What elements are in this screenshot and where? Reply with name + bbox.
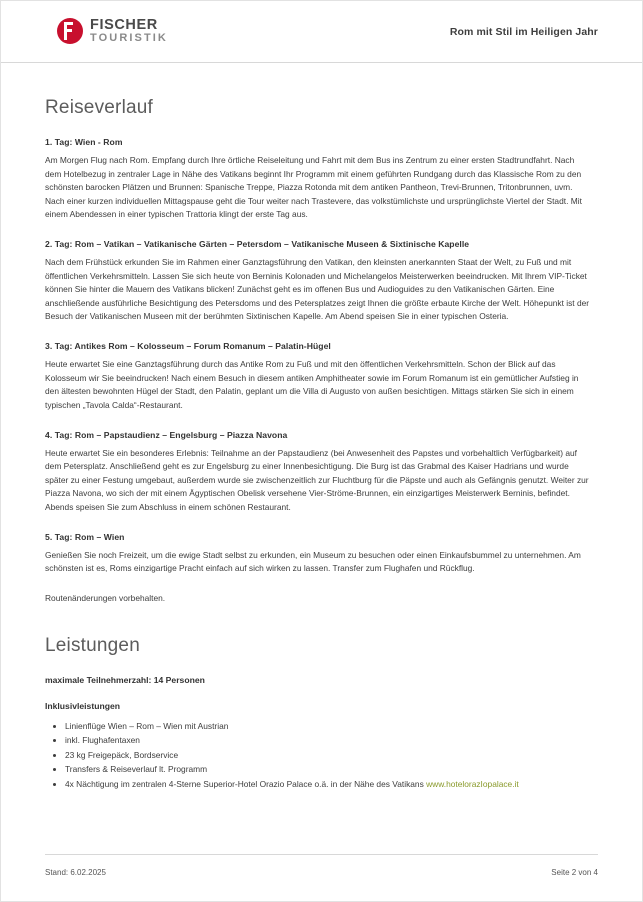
day-text: Nach dem Frühstück erkunden Sie im Rahmen einer Ganztagsführung den Vatikan, den kleinsten anerkannten Staat der Welt, zu Fuß und mit öffentlichen Verkehrsmitteln. Lassen Sie sich heute von Berninis Kolonaden und Michelangelos Meisterwerken beeindrucken. Mit Ihrem VIP-Ticket können Sie hinter die Mauern des Vatikans blicken! Zunächst geht es im offenen Bus und Audioguides zu den Vatikanischen Gärten. Eine anschließende ausführliche Besichtigung des Petersdoms und des Petersplatzes zeigt Ihnen die größte erbaute Kirche der Welt. Höhepunkt ist der Besuch der Vatikanischen Museen mit der berühmten Sixtinischen Kapelle. Am Abend speisen Sie in einer typischen Osteria.	[45, 257, 590, 322]
day-text: Heute erwartet Sie eine Ganztagsführung durch das Antike Rom zu Fuß und mit den öffentlichen Verkehrsmitteln. Schon der Blick auf das Kolosseum wir Sie beeindrucken! Nach einem Besuch in diesem antiken Amphitheater sowie im Forum Romanum ist ein gemütlicher Aufstieg in den ältesten bewohnten Hügel der Stadt, den Palatin, geplant um die Villa di Augusto von außen besichtigen. Mittags stärken Sie sich in einem typischen „Tavola Calda“-Restaurant.	[45, 359, 579, 410]
itinerary-heading: Reiseverlauf	[45, 97, 154, 118]
itinerary-day	[45, 532, 592, 576]
fischer-logo-icon	[57, 18, 83, 44]
inclusive-services-heading: Inklusivleistungen	[45, 700, 120, 711]
service-text: 23 kg Freigepäck, Bordservice	[65, 749, 179, 760]
service-text: 4x Nächtigung im zentralen 4-Sterne Superior-Hotel Orazio Palace o.ä. in der Nähe des Vatikans	[65, 778, 427, 789]
service-text: Linienflüge Wien – Rom – Wien mit Austrian	[65, 720, 229, 731]
list-item	[65, 777, 592, 791]
document-content	[1, 63, 642, 849]
day-title: 4. Tag: Rom – Papstaudienz – Engelsburg – Piazza Navona	[45, 429, 288, 440]
day-title: 2. Tag: Rom – Vatikan – Vatikanische Gärten – Petersdom – Vatikanische Museen & Sixtinische Kapelle	[45, 239, 470, 250]
brand-logo-text	[90, 18, 168, 45]
hotel-website-link[interactable]: www.hotelorazIopalace.it	[426, 778, 519, 789]
itinerary-day	[45, 137, 592, 222]
inclusive-services-list	[45, 719, 592, 791]
footer-page-number: Seite 2 von 4	[551, 867, 598, 877]
day-text: Heute erwartet Sie ein besonderes Erlebnis: Teilnahme an der Papstaudienz (bei Anwesenheit des Papstes und vorbehaltlich Verfügbarkeit) auf dem Petersplatz. Anschließend geht es zur Engelsburg zu einer Innenbesichtigung. Die Burg ist das Grabmal des Kaiser Hadrians und wurde später zu einer Festung umgebaut, außerdem wurde sie zwischenzeitlich zur Fluchtburg für die Päpste und auch als Gefängnis genutzt. Weiter zur Piazza Navona, wo sich der mit einem Ägyptischen Obelisk versehene Vier-Ströme-Brunnen, ein einzigartiges Meisterwerk Berninis, befindet. Abends speisen Sie zum Abschluss in einem schönen Restaurant.	[45, 447, 589, 512]
brand-subtitle: TOURISTIK	[90, 32, 168, 45]
day-title: 5. Tag: Rom – Wien	[45, 531, 125, 542]
day-text: Am Morgen Flug nach Rom. Empfang durch Ihre örtliche Reiseleitung und Fahrt mit dem Bus ins Zentrum zu einer ersten Stadtrundfahrt. Nach dem Hotelbezug in zentraler Lage in Nähe des Vatikans beginnt Ihr Programm mit einem geführten Rundgang durch das Klassische Rom zu den schönsten barocken Plätzen und Brunnen: Spanische Treppe, Piazza Rotonda mit dem antiken Pantheon, Trevi-Brunnen, Tritonbrunnen, uvm. Nach einer kurzen individuellen Mittagspause geht die Tour weiter nach Trastevere, das volkstümlichste und ursprünglichste Viertel der Stadt. Mit einem Abendessen in einer typischen Trattoria klingt der erste Tag aus.	[45, 155, 582, 220]
max-participants: maximale Teilnehmerzahl: 14 Personen	[45, 674, 205, 685]
day-title: 3. Tag: Antikes Rom – Kolosseum – Forum Romanum – Palatin-Hügel	[45, 341, 331, 352]
brand-logo	[57, 18, 168, 45]
day-title: 1. Tag: Wien - Rom	[45, 137, 123, 147]
service-text: Transfers & Reiseverlauf lt. Programm	[65, 764, 208, 775]
day-text: Genießen Sie noch Freizeit, um die ewige Stadt selbst zu erkunden, ein Museum zu besuchen oder einen Einkaufsbummel zu unternehmen. Am schönsten ist es, Roms einzigartige Pracht einfach auf sich wirken zu lassen. Transfer zum Flughafen und Rückflug.	[45, 549, 581, 574]
brand-name: FISCHER	[90, 17, 158, 34]
itinerary-day	[45, 341, 592, 412]
document-title: Rom mit Stil im Heiligen Jahr	[449, 25, 598, 38]
footer-date: Stand: 6.02.2025	[45, 867, 106, 877]
list-item	[65, 733, 592, 747]
services-heading: Leistungen	[45, 634, 140, 656]
itinerary-note: Routenänderungen vorbehalten.	[45, 592, 166, 603]
itinerary-day	[45, 430, 592, 515]
list-item	[65, 762, 592, 776]
list-item	[65, 748, 592, 762]
service-text: inkl. Flughafentaxen	[65, 735, 140, 746]
page-footer	[45, 854, 598, 883]
list-item	[65, 719, 592, 733]
page-header	[1, 1, 642, 63]
itinerary-day	[45, 239, 592, 324]
